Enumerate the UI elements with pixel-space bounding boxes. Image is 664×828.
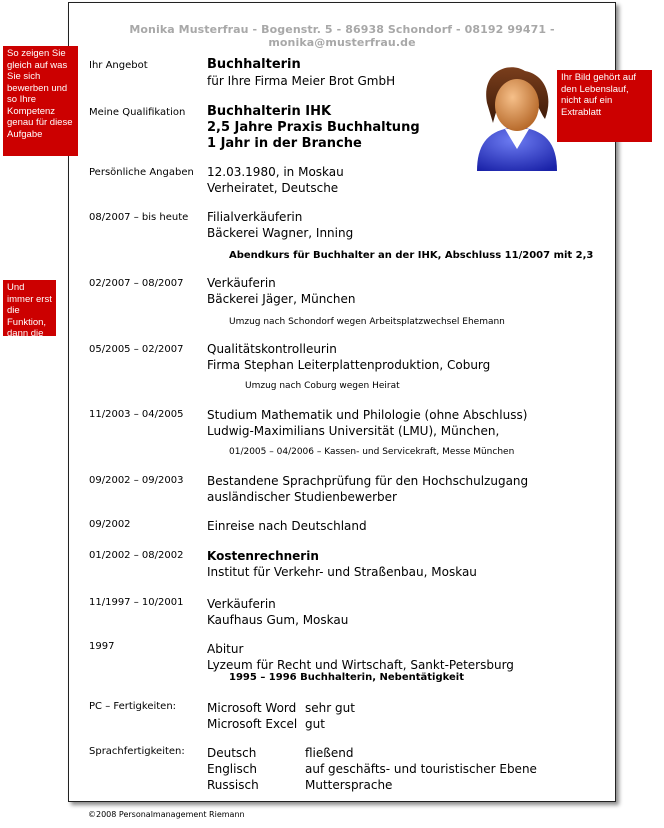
label-e7: 01/2002 – 08/2002 — [89, 550, 184, 561]
sprache-level: auf geschäfts- und touristischer Ebene — [305, 762, 537, 776]
label-e1: 08/2007 – bis heute — [89, 212, 189, 223]
note-e4: 01/2005 – 04/2006 – Kassen- und Servicekraft, Messe München — [229, 447, 515, 457]
sprache-row — [207, 761, 587, 777]
pc-row — [207, 716, 507, 732]
value-e5 — [207, 473, 528, 505]
e3-line-2: Firma Stephan Leiterplattenproduktion, Coburg — [207, 358, 491, 372]
label-e8: 11/1997 – 10/2001 — [89, 597, 184, 608]
e1-line-1: Filialverkäuferin — [207, 210, 303, 224]
e4-line-1: Studium Mathematik und Philologie (ohne Abschluss) — [207, 408, 528, 422]
angebot-line-1: Buchhalterin — [207, 57, 301, 72]
e7-line-2: Institut für Verkehr- und Straßenbau, Moskau — [207, 565, 477, 579]
sprache-name: Russisch — [207, 778, 259, 792]
e8-line-2: Kaufhaus Gum, Moskau — [207, 613, 349, 627]
e3-line-1: Qualitätskontrolleurin — [207, 342, 337, 356]
pc-skill: Microsoft Word — [207, 701, 297, 715]
label-pc: PC – Fertigkeiten: — [89, 701, 177, 712]
note-e1: Abendkurs für Buchhalter an der IHK, Abschluss 11/2007 mit 2,3 — [229, 250, 594, 261]
label-e6: 09/2002 — [89, 519, 131, 530]
sprache-level: Muttersprache — [305, 778, 393, 792]
value-persoenlich — [207, 164, 344, 196]
label-e5: 09/2002 – 09/2003 — [89, 475, 184, 486]
sprache-name: Deutsch — [207, 746, 257, 760]
label-e4: 11/2003 – 04/2005 — [89, 409, 184, 420]
pers-line-1: 12.03.1980, in Moskau — [207, 165, 344, 179]
note-e3: Umzug nach Coburg wegen Heirat — [245, 381, 400, 391]
contact-header: Monika Musterfrau - Bogenstr. 5 - 86938 Schondorf - 08192 99471 - monika@musterfrau.de — [129, 23, 555, 49]
qual-line-1: Buchhalterin IHK — [207, 104, 332, 119]
e6-line-1: Einreise nach Deutschland — [207, 519, 367, 533]
label-sprachen: Sprachfertigkeiten: — [89, 746, 185, 757]
callout-angebot: So zeigen Sie gleich auf was Sie sich bewerben und so Ihre Kompetenz genau für diese Aufgabe — [3, 46, 78, 156]
angebot-line-2: für Ihre Firma Meier Brot GmbH — [207, 74, 396, 88]
value-e7 — [207, 548, 477, 580]
pc-row — [207, 700, 507, 716]
e5-line-2: ausländischer Studienbewerber — [207, 490, 397, 504]
label-angebot: Ihr Angebot — [89, 60, 148, 71]
value-e8 — [207, 596, 348, 628]
label-e3: 05/2005 – 02/2007 — [89, 344, 184, 355]
sprache-name: Englisch — [207, 762, 257, 776]
pers-line-2: Verheiratet, Deutsche — [207, 181, 339, 195]
e8-line-1: Verkäuferin — [207, 597, 276, 611]
e9-line-2: Lyzeum für Recht und Wirtschaft, Sankt-Petersburg — [207, 658, 514, 672]
qual-line-3: 1 Jahr in der Branche — [207, 136, 362, 151]
value-qualifikation — [207, 104, 420, 152]
e5-line-1: Bestandene Sprachprüfung für den Hochschulzugang — [207, 474, 529, 488]
person-avatar-icon — [469, 63, 565, 173]
value-sprachen — [207, 745, 587, 795]
value-angebot — [207, 57, 395, 89]
footer-copyright: ©2008 Personalmanagement Riemann — [88, 810, 245, 819]
note-e2: Umzug nach Schondorf wegen Arbeitsplatzwechsel Ehemann — [229, 317, 505, 327]
label-e9: 1997 — [89, 641, 115, 652]
cv-page — [68, 2, 616, 802]
callout-bild: Ihr Bild gehört auf den Lebenslauf, nicht auf ein Extrablatt — [557, 70, 652, 142]
note-e9: 1995 – 1996 Buchhalterin, Nebentätigkeit — [229, 672, 464, 683]
value-e4 — [207, 407, 527, 439]
value-e3 — [207, 341, 490, 373]
value-e1 — [207, 209, 353, 241]
pc-level: sehr gut — [305, 701, 355, 715]
e4-line-2: Ludwig-Maximilians Universität (LMU), München, — [207, 424, 500, 438]
label-persoenlich: Persönliche Angaben — [89, 167, 194, 178]
value-e9 — [207, 641, 514, 673]
sprache-row — [207, 777, 587, 793]
callout-funktion: Und immer erst die Funktion, dann die Firma — [3, 280, 56, 336]
qual-line-2: 2,5 Jahre Praxis Buchhaltung — [207, 120, 420, 135]
e9-line-1: Abitur — [207, 642, 244, 656]
e2-line-2: Bäckerei Jäger, München — [207, 292, 356, 306]
e2-line-1: Verkäuferin — [207, 276, 276, 290]
label-e2: 02/2007 – 08/2007 — [89, 278, 184, 289]
value-e6 — [207, 518, 367, 534]
label-qualifikation: Meine Qualifikation — [89, 107, 186, 118]
pc-level: gut — [305, 717, 325, 731]
e7-line-1: Kostenrechnerin — [207, 549, 319, 563]
value-e2 — [207, 275, 356, 307]
pc-skill: Microsoft Excel — [207, 717, 298, 731]
e1-line-2: Bäckerei Wagner, Inning — [207, 226, 354, 240]
sprache-level: fließend — [305, 746, 354, 760]
value-pc — [207, 700, 507, 734]
sprache-row — [207, 745, 587, 761]
